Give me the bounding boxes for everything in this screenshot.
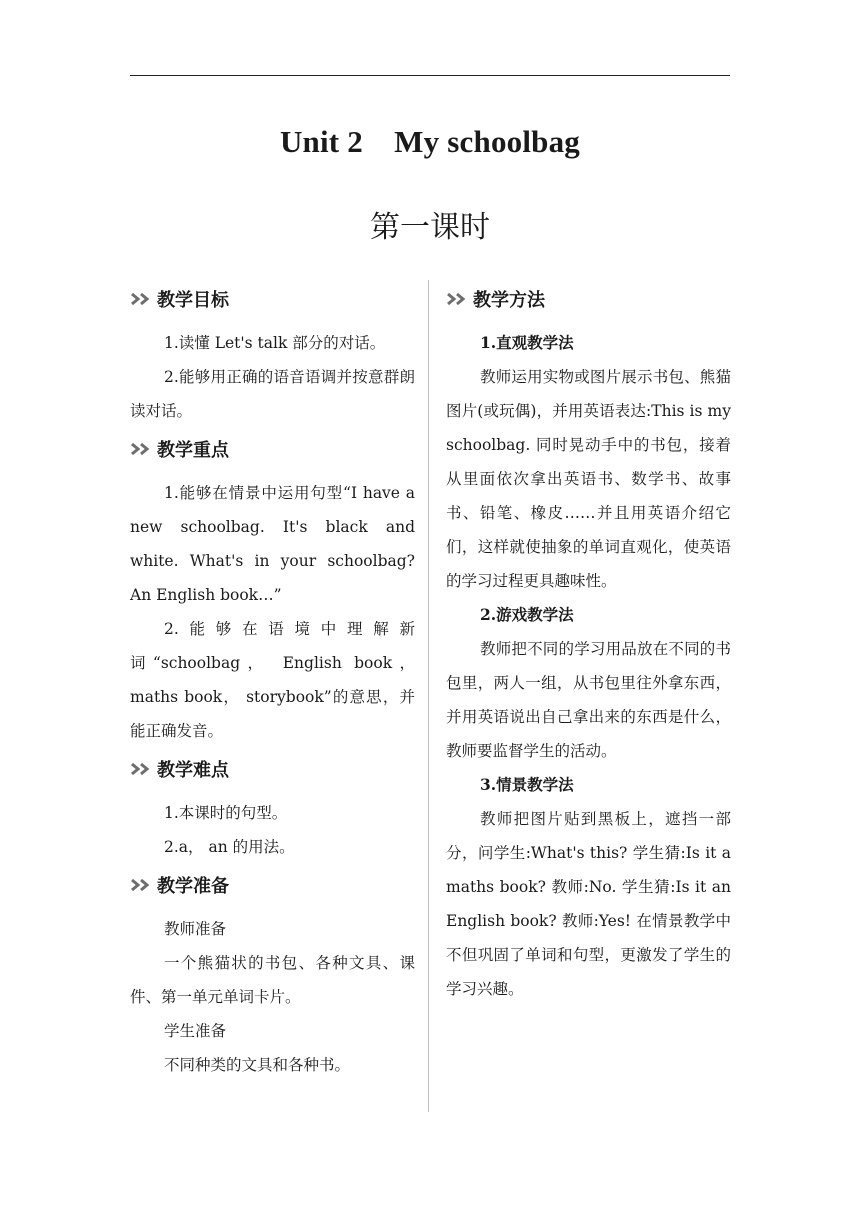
goal-item: 2.能够用正确的语音语调并按意群朗读对话。 (130, 368, 415, 420)
double-chevron-icon (446, 292, 470, 306)
double-chevron-icon (130, 762, 154, 776)
goal-item: 1.读懂 Let's talk 部分的对话。 (164, 334, 386, 352)
double-chevron-icon (130, 442, 154, 456)
section-heading-goals: 教学目标 (130, 282, 415, 316)
method-heading: 3.情景教学法 (480, 775, 574, 794)
key-point-item: 1.能够在情景中运用句型“I have a new schoolbag. It's black and white. What's in your schoolbag? An English book…” (130, 484, 415, 604)
preparation-line: 教师准备 (164, 920, 227, 938)
method-heading: 2.游戏教学法 (480, 605, 574, 624)
method-text: 教师把不同的学习用品放在不同的书包里，两人一组，从书包里往外拿东西，并用英语说出自己拿出来的东西是什么，教师要监督学生的活动。 (446, 640, 731, 760)
double-chevron-icon (130, 878, 154, 892)
left-column (130, 282, 415, 1082)
method-heading: 1.直观教学法 (480, 333, 574, 352)
difficulty-item: 2.a， an 的用法。 (164, 838, 295, 856)
preparation-line: 不同种类的文具和各种书。 (164, 1056, 351, 1074)
preparation-line: 学生准备 (164, 1022, 227, 1040)
section-heading-methods: 教学方法 (446, 282, 731, 316)
top-rule (130, 75, 730, 76)
method-text: 教师运用实物或图片展示书包、熊猫图片(或玩偶)，并用英语表达:This is my schoolbag. 同时晃动手中的书包，接着从里面依次拿出英语书、数学书、故事书、铅笔、橡皮……并且用英语介绍它们，这样就使抽象的单词直观化，使英语的学习过程更具趣味性。 (446, 368, 731, 590)
preparation-line: 一个熊猫状的书包、各种文具、课件、第一单元单词卡片。 (130, 954, 415, 1006)
section-heading-difficulties: 教学难点 (130, 752, 415, 786)
column-divider (428, 280, 429, 1112)
difficulty-item: 1.本课时的句型。 (164, 804, 288, 822)
lesson-subtitle: 第一课时 (370, 210, 490, 245)
right-column (446, 282, 731, 1006)
key-point-item: 2.能够在语境中理解新词“schoolbag， English book， maths book， storybook”的意思，并能正确发音。 (130, 620, 415, 740)
method-text: 教师把图片贴到黑板上，遮挡一部分，问学生:What's this? 学生猜:Is it a maths book? 教师:No. 学生猜:Is it an English book? 教师:Yes! 在情景教学中不但巩固了单词和句型，更激发了学生的学习兴趣。 (446, 810, 731, 998)
section-heading-preparation: 教学准备 (130, 868, 415, 902)
page-title: Unit 2 My schoolbag (279, 124, 581, 159)
double-chevron-icon (130, 292, 154, 306)
section-heading-key-points: 教学重点 (130, 432, 415, 466)
